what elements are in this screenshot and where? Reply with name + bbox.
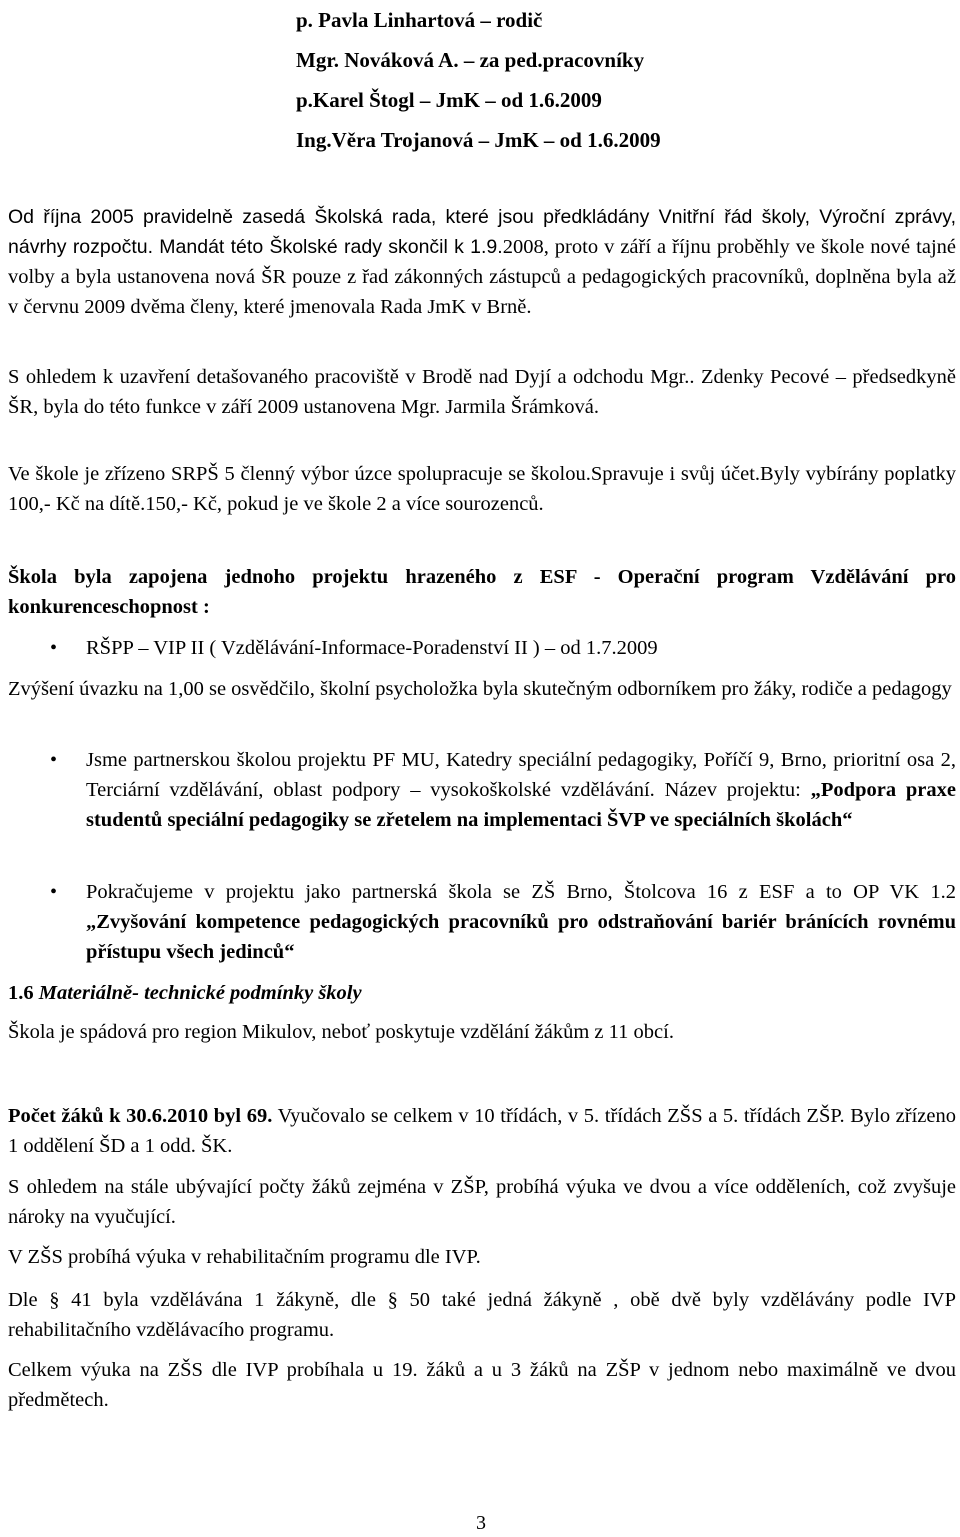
esf-heading (8, 562, 956, 622)
list-item (8, 745, 956, 835)
council-text-sans: Od října 2005 pravidelně zasedá Školská rada, které jsou předkládány Vnitřní řád školy, Výroční zprávy, návrhy rozpočtu. Mandát této Školské rady skončil k 1.9. (8, 206, 956, 258)
chair-paragraph (8, 362, 956, 422)
srps-paragraph (8, 459, 956, 519)
council-member: p.Karel Štogl – JmK – od 1.6.2009 (296, 88, 602, 112)
list-item-text: Pokračujeme v projektu jako partnerská škola se ZŠ Brno, Štolcova 16 z ESF a to OP VK 1.2 (86, 881, 956, 903)
project-name: „Zvyšování kompetence pedagogických pracovníků pro odstraňování bariér bránících rovnému přístupu všech jedinců“ (86, 911, 956, 963)
rehab-paragraph (8, 1242, 956, 1272)
total-paragraph (8, 1355, 956, 1415)
esf-heading-text: Škola byla zapojena jednoho projektu hrazeného z ESF - Operační program Vzdělávání pro konkurenceschopnost : (8, 566, 956, 618)
bullet-icon: • (50, 749, 58, 771)
project-list-3 (8, 877, 956, 967)
bullet-icon: • (50, 637, 58, 659)
project-list-2 (8, 745, 956, 835)
chair-text: S ohledem k uzavření detašovaného pracoviště v Brodě nad Dyjí a odchodu Mgr.. Zdenky Pecové – předsedkyně ŠR, byla do této funkce v září 2009 ustanovena Mgr. Jarmila Šrámková. (8, 366, 956, 418)
project-list-1 (8, 633, 956, 663)
section-title: Materiálně- technické podmínky školy (38, 982, 362, 1004)
page-number: 3 (476, 1512, 486, 1534)
council-member: Mgr. Nováková A. – za ped.pracovníky (296, 48, 645, 72)
council-member: p. Pavla Linhartová – rodič (296, 8, 543, 32)
pupils-paragraph (8, 1101, 956, 1161)
section-number: 1.6 (8, 982, 39, 1004)
region-paragraph (8, 1017, 956, 1047)
pupils-text: Vyučovalo se celkem v 10 třídách, v 5. třídách ZŠS a 5. třídách ZŠP. Bylo zřízeno 1 oddělení ŠD a 1 odd. ŠK. (8, 1105, 956, 1157)
council-text-serif: 2008, proto v září a říjnu proběhly ve škole nové tajné volby a byla ustanovena nová ŠR pouze z řad zákonných zástupců a pedagogických pracovníků, doplněna byla až v červnu 2009 dvěma členy, které jmenovala Rada JmK v Brně. (8, 236, 956, 318)
total-text: Celkem výuka na ZŠS dle IVP probíhala u 19. žáků a u 3 žáků na ZŠP v jednom nebo maximálně ve dvou předmětech. (8, 1359, 956, 1411)
region-text: Škola je spádová pro region Mikulov, neboť poskytuje vzdělání žákům z 11 obcí. (8, 1021, 674, 1043)
section-heading (8, 978, 956, 1008)
bullet-icon: • (50, 881, 58, 903)
pupil-count: Počet žáků k 30.6.2010 byl 69. (8, 1105, 273, 1127)
project-name: „Podpora praxe studentů speciální pedagogiky se zřetelem na implementaci ŠVP ve speciálních školách“ (86, 779, 956, 831)
rehab-text: V ZŠS probíhá výuka v rehabilitačním programu dle IVP. (8, 1246, 481, 1268)
list-item (8, 633, 956, 663)
council-paragraph (8, 202, 956, 322)
council-members-list (296, 0, 661, 160)
list-item-text: Jsme partnerskou školou projektu PF MU, Katedry speciální pedagogiky, Poříčí 9, Brno, prioritní osa 2, Terciární vzdělávání, oblast podpory – vysokoškolské vzdělávání. Název projektu: (86, 749, 956, 801)
srps-text: Ve škole je zřízeno SRPŠ 5 členný výbor úzce spolupracuje se školou.Spravuje i svůj účet.Byly vybírány poplatky 100,- Kč na dítě.150,- Kč, pokud je ve škole 2 a více sourozenců. (8, 463, 956, 515)
list-item (8, 877, 956, 967)
decline-paragraph (8, 1172, 956, 1232)
council-member: Ing.Věra Trojanová – JmK – od 1.6.2009 (296, 128, 661, 152)
paragraph-41-text: Dle § 41 byla vzdělávána 1 žákyně, dle § 50 také jedná žákyně , obě dvě byly vzdělávány podle IVP rehabilitačního vzdělávacího programu. (8, 1289, 956, 1341)
list-item-text: RŠPP – VIP II ( Vzdělávání-Informace-Poradenství II ) – od 1.7.2009 (86, 637, 658, 659)
psychologist-text: Zvýšení úvazku na 1,00 se osvědčilo, školní psycholožka byla skutečným odborníkem pro žáky, rodiče a pedagogy (8, 678, 952, 700)
psychologist-paragraph (8, 674, 956, 704)
decline-text: S ohledem na stále ubývající počty žáků zejména v ZŠP, probíhá výuka ve dvou a více odděleních, což zvyšuje nároky na vyučující. (8, 1176, 956, 1228)
paragraph-41 (8, 1285, 956, 1345)
